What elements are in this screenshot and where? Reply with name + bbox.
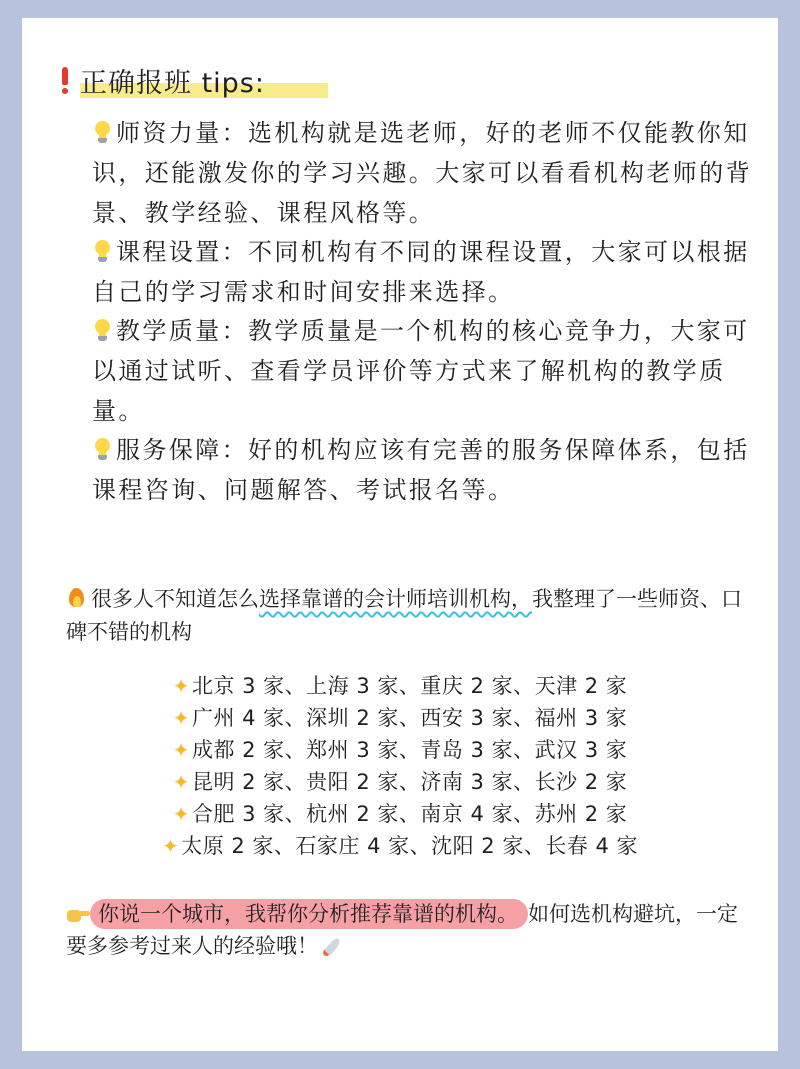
city-line-text: 北京 3 家、上海 3 家、重庆 2 家、天津 2 家 bbox=[191, 674, 628, 698]
pointing-right-icon bbox=[66, 904, 92, 924]
city-line-text: 合肥 3 家、杭州 2 家、南京 4 家、苏州 2 家 bbox=[191, 802, 628, 826]
sparkles-icon: ✦ bbox=[172, 802, 190, 826]
tip-text: 课程设置：不同机构有不同的课程设置，大家可以根据自己的学习需求和时间安排来选择。 bbox=[92, 238, 750, 306]
city-line bbox=[22, 702, 778, 734]
city-list bbox=[22, 670, 778, 862]
title-text: 正确报班 tips: bbox=[80, 67, 265, 99]
fire-icon bbox=[66, 587, 88, 609]
lightbulb-icon bbox=[92, 238, 114, 264]
closing-highlight: 你说一个城市，我帮你分析推荐靠谱的机构。 bbox=[90, 899, 528, 929]
city-line-text: 成都 2 家、郑州 3 家、青岛 3 家、武汉 3 家 bbox=[191, 738, 628, 762]
tip-text: 教学质量：教学质量是一个机构的核心竞争力，大家可以通过试听、查看学员评价等方式来了解机构的教学质量。 bbox=[92, 317, 750, 425]
city-line-text: 太原 2 家、石家庄 4 家、沈阳 2 家、长春 4 家 bbox=[181, 834, 639, 858]
city-line-text: 广州 4 家、深圳 2 家、西安 3 家、福州 3 家 bbox=[191, 706, 628, 730]
tip-item bbox=[92, 311, 756, 431]
tip-item bbox=[92, 232, 756, 312]
city-line bbox=[22, 766, 778, 798]
tip-text: 服务保障：好的机构应该有完善的服务保障体系，包括课程咨询、问题解答、考试报名等。 bbox=[92, 436, 750, 504]
lightbulb-icon bbox=[92, 436, 114, 462]
sparkles-icon: ✦ bbox=[172, 706, 190, 730]
sparkles-icon: ✦ bbox=[172, 770, 190, 794]
intro-paragraph bbox=[66, 583, 746, 649]
tip-item bbox=[92, 113, 756, 233]
closing-paragraph bbox=[66, 898, 746, 962]
rocket-icon bbox=[322, 935, 346, 957]
city-line bbox=[22, 798, 778, 830]
intro-before: 很多人不知道怎么 bbox=[91, 587, 259, 611]
city-line bbox=[22, 734, 778, 766]
lightbulb-icon bbox=[92, 317, 114, 343]
sparkles-icon: ✦ bbox=[161, 834, 180, 858]
sparkles-icon: ✦ bbox=[172, 674, 190, 698]
exclamation-icon bbox=[60, 65, 70, 95]
intro-underlined: 选择靠谱的会计师培训机构， bbox=[259, 587, 532, 611]
intro-after: 我整理了一些师资、口碑不错的机构 bbox=[66, 587, 742, 644]
lightbulb-icon bbox=[92, 119, 114, 145]
sparkles-icon: ✦ bbox=[172, 738, 190, 762]
section-title bbox=[60, 60, 265, 100]
tip-text: 师资力量：选机构就是选老师，好的老师不仅能教你知识，还能激发你的学习兴趣。大家可以看看机构老师的背景、教学经验、课程风格等。 bbox=[92, 119, 752, 227]
city-line bbox=[22, 830, 778, 862]
closing-rest: 如何选机构避坑，一定要多参考过来人的经验哦！ bbox=[66, 902, 738, 958]
city-line-text: 昆明 2 家、贵阳 2 家、济南 3 家、长沙 2 家 bbox=[191, 770, 628, 794]
tip-item bbox=[92, 430, 756, 510]
city-line bbox=[22, 670, 778, 702]
